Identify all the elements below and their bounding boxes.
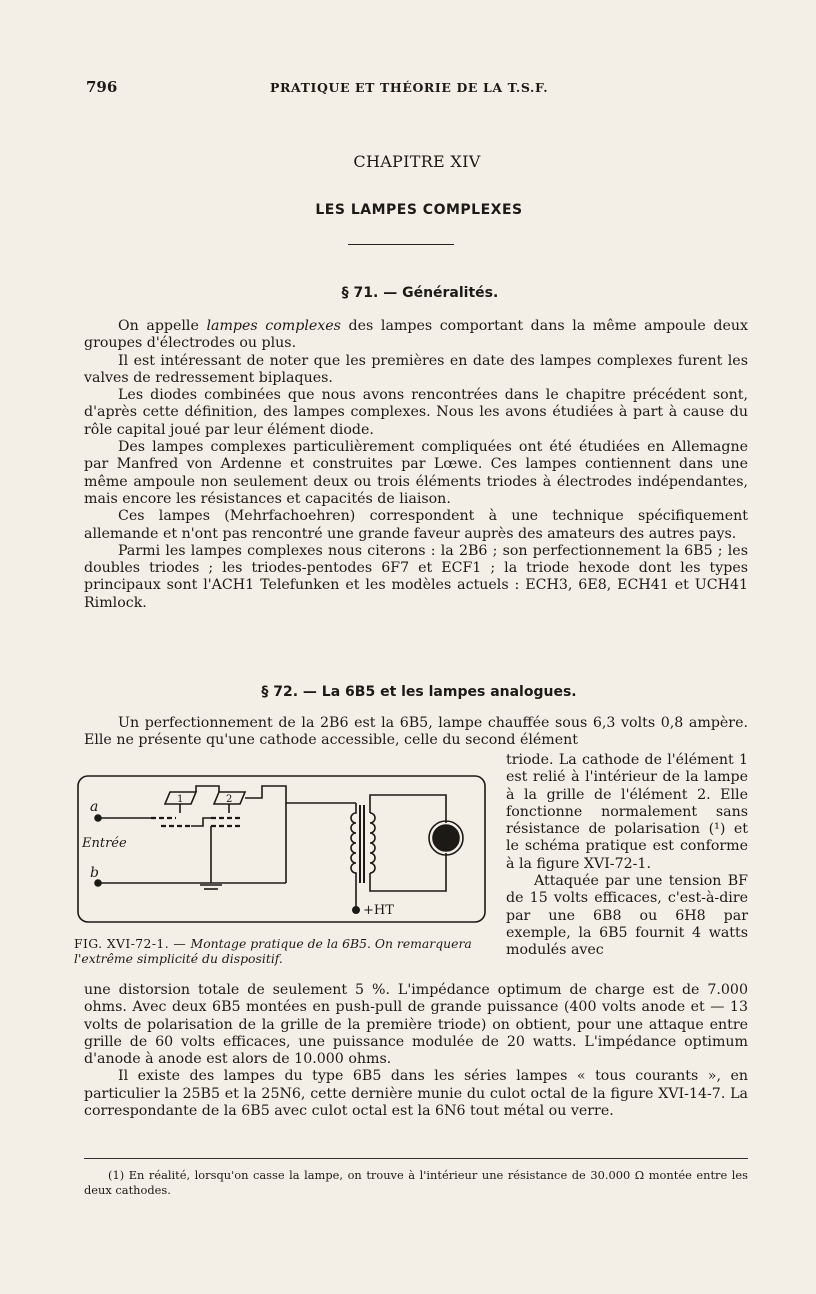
paragraph: Les diodes combinées que nous avons rencontrées dans le chapitre précédent sont, d'après cette définition, des lampes complexes. Nous les avons étudiées à part à cause du rôle capital joué par leur élément diode.: [84, 387, 748, 438]
paragraph: Parmi les lampes complexes nous citerons : la 2B6 ; son perfectionnement la 6B5 ; les doubles triodes ; les triodes-pentodes 6F7 et ECF1 ; la triode hexode dont les types principaux sont l'ACH1 Telefunken et les modèles actuels : ECH3, 6E8, ECH41 et UCH41 Rimlock.: [84, 542, 748, 611]
chapter-divider: [348, 244, 454, 245]
paragraph: Il existe des lampes du type 6B5 dans les séries lampes « tous courants », en particulier la 25B5 et la 25N6, cette dernière munie du culot octal de la figure XVI-14-7. La correspondante de la 6B5 avec culot octal est la 6N6 tout métal ou verre.: [84, 1068, 748, 1120]
chapter-title: LES LAMPES COMPLEXES: [315, 202, 523, 218]
figure-side-text: [506, 752, 748, 960]
circuit-diagram: [76, 773, 487, 925]
tube-2-label: 2: [226, 794, 233, 805]
figure-caption: [74, 937, 494, 966]
paragraph: Des lampes complexes particulièrement compliquées ont été étudiées en Allemagne par Manfred von Ardenne et construites par Lœwe. Ces lampes contiennent dans une même ampoule non seulement deux ou trois éléments triodes à électrodes indépendantes, mais encore les résistances et capacités de liaison.: [84, 439, 748, 507]
section-72-intro: [84, 715, 748, 750]
label-entree: Entrée: [82, 836, 127, 851]
page-number: 796: [86, 78, 118, 96]
footnote-divider: [84, 1158, 748, 1159]
chapter-label: CHAPITRE XIV: [353, 152, 481, 171]
emphasis-text: lampes complexes: [206, 318, 341, 334]
paragraph: Ces lampes (Mehrfachoehren) correspondent à une technique spécifiquement allemande et n'ont pas rencontré une grande faveur auprès des amateurs des autres pays.: [84, 508, 748, 542]
caption-text: Montage pratique de la 6B5. On remarquera l'extrême simplicité du dispositif.: [74, 936, 472, 966]
running-title: PRATIQUE ET THÉORIE DE LA T.S.F.: [270, 80, 549, 95]
label-b: b: [90, 865, 99, 881]
section-72-heading: § 72. — La 6B5 et les lampes analogues.: [261, 684, 577, 700]
section-71-heading: § 71. — Généralités.: [341, 285, 499, 301]
paragraph: Un perfectionnement de la 2B6 est la 6B5, lampe chauffée sous 6,3 volts 0,8 ampère. Elle ne présente qu'une cathode accessible, celle du second élément: [84, 715, 748, 749]
footnote-text: (1) En réalité, lorsqu'on casse la lampe, on trouve à l'intérieur une résistance de 30.000 Ω montée entre les deux cathodes.: [84, 1168, 748, 1197]
caption-label: FIG. XVI-72-1. —: [74, 936, 191, 951]
text-run: des lampes comportant dans la même ampoule deux groupes d'électrodes ou plus.: [84, 318, 748, 352]
paragraph: Attaquée par une tension BF de 15 volts efficaces, c'est-à-dire par une 6B8 ou 6H8 par exemple, la 6B5 fournit 4 watts modulés avec: [506, 873, 748, 959]
tube-1-label: 1: [177, 794, 184, 805]
label-a: a: [90, 799, 99, 815]
footnote: [84, 1168, 748, 1198]
text-run: On appelle: [118, 318, 207, 334]
paragraph: triode. La cathode de l'élément 1 est relié à l'intérieur de la lampe à la grille de l'élément 2. Elle fonctionne normalement sans résistance de polarisation (¹) et le schéma pratique est conforme à la figure XVI-72-1.: [506, 752, 748, 872]
paragraph: Il est intéressant de noter que les premières en date des lampes complexes furent les valves de redressement biplaques.: [84, 352, 748, 386]
terminal-a: [95, 815, 101, 821]
section-71-body: [84, 318, 748, 612]
paragraph: une distorsion totale de seulement 5 %. L'impédance optimum de charge est de 7.000 ohms. Avec deux 6B5 montées en push-pull de grande puissance (400 volts anode et — 13 volts de polarisation de la grille de la première triode) on obtient, pour une attaque entre grille de 60 volts efficaces, une puissance modulée de 20 watts. L'impédance optimum d'anode à anode est alors de 10.000 ohms.: [84, 982, 748, 1068]
diagram-frame: [78, 776, 485, 922]
paragraph: [84, 318, 748, 353]
loudspeaker-icon: [433, 825, 459, 851]
section-72-body: [84, 982, 748, 1120]
ht-terminal: [353, 907, 359, 913]
label-ht: +HT: [363, 903, 394, 918]
